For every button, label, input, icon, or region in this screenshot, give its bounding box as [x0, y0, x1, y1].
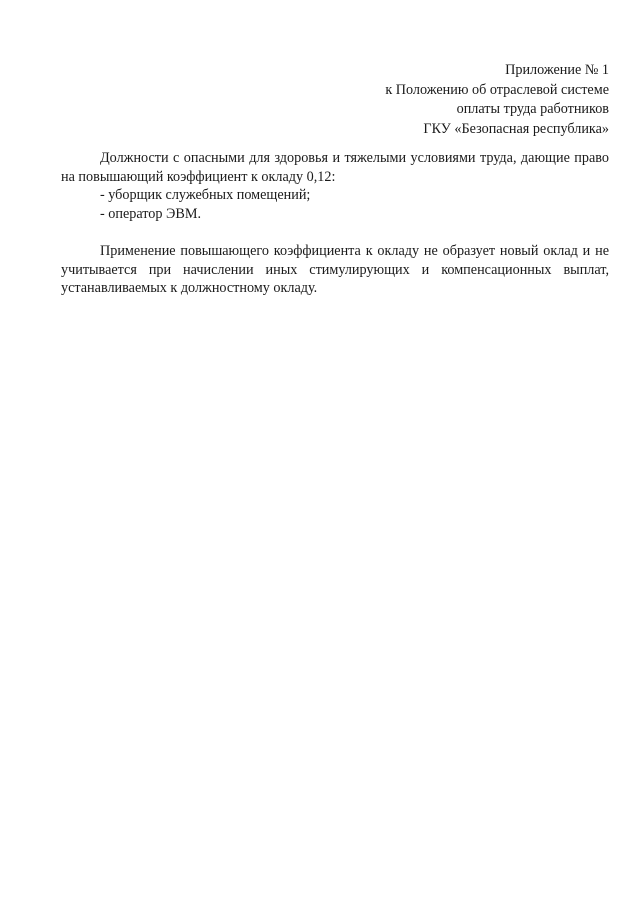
coefficient-application-paragraph: Применение повышающего коэффициента к окладу не образует новый оклад и не учитывается при начислении иных стимулирующих и компенсационных выплат, устанавливаемых к должностному окладу. [61, 242, 609, 297]
appendix-reference-line-3: ГКУ «Безопасная республика» [423, 120, 609, 137]
list-item: - уборщик служебных помещений; [100, 187, 311, 204]
paragraph-spacer [61, 223, 609, 242]
appendix-reference-line-1: к Положению об отраслевой системе [385, 81, 609, 98]
appendix-reference-line-2: оплаты труда работников [456, 101, 609, 118]
positions-paragraph: Должности с опасными для здоровья и тяжелыми условиями труда, дающие право на повышающий коэффициент к окладу 0,12: [61, 150, 609, 185]
list-item: - оператор ЭВМ. [100, 205, 202, 222]
appendix-header [385, 61, 609, 139]
appendix-number: Приложение № 1 [505, 62, 609, 78]
document-body [61, 149, 609, 298]
